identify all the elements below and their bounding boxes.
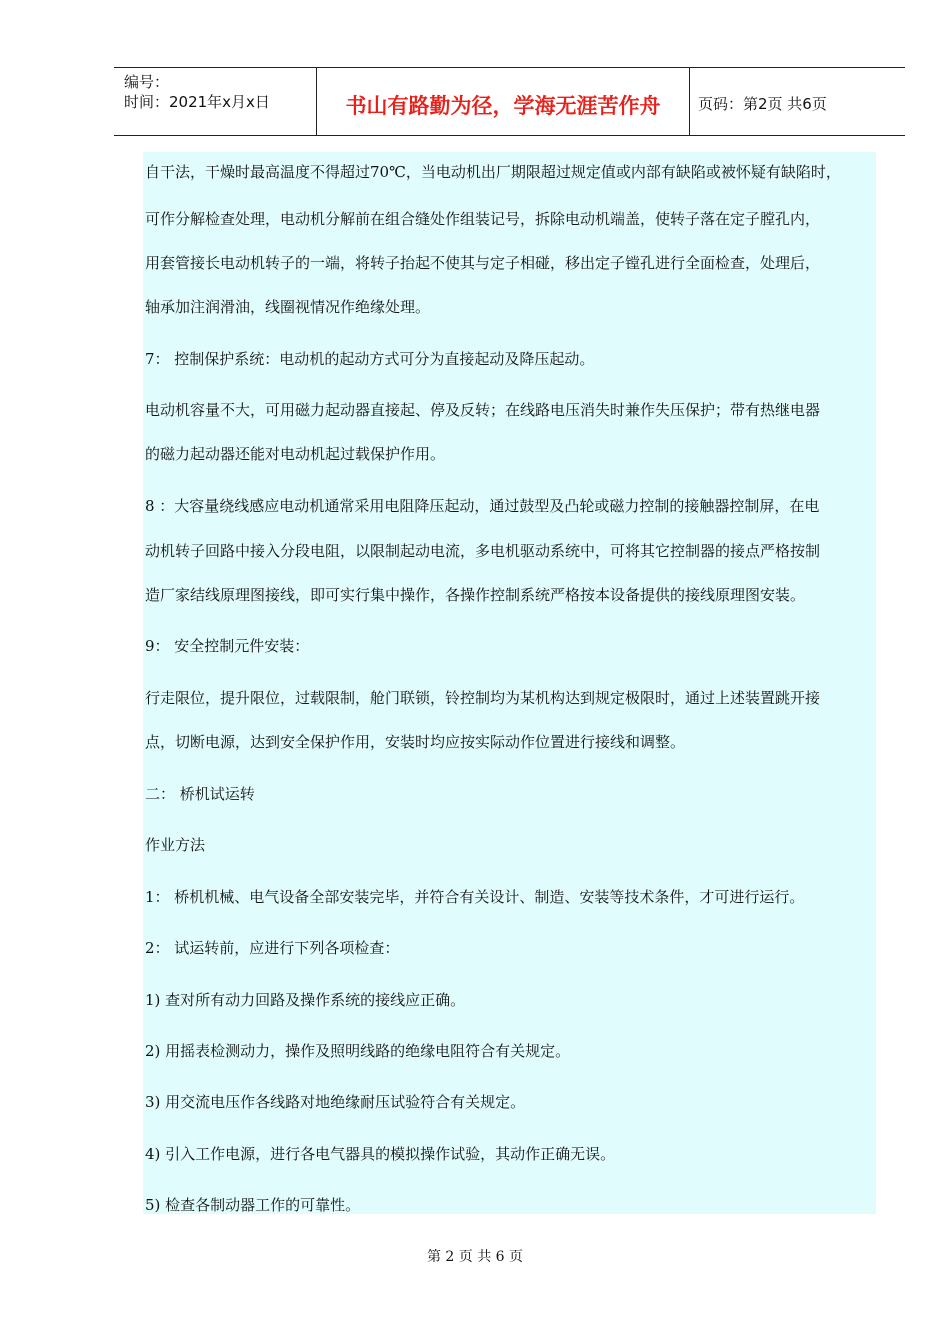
body-line: 动机转子回路中接入分段电阻，以限制起动电流，多电机驱动系统中，可将其它控制器的接点严格按制: [145, 542, 821, 560]
page-header: [114, 67, 905, 136]
footer-page-number: 第 2 页 共 6 页: [426, 1249, 524, 1265]
body-line: 点，切断电源，达到安全保护作用，安装时均应按实际动作位置进行接线和调整。: [145, 733, 686, 751]
list-item: 3) 用交流电压作各线路对地绝缘耐压试验符合有关规定。: [145, 1093, 526, 1111]
header-page-info: 页码：第2页 共6页: [698, 95, 827, 113]
document-body: [143, 152, 876, 1214]
body-line: 2： 试运转前，应进行下列各项检查：: [145, 939, 400, 957]
header-motto-cell: [316, 68, 690, 135]
header-motto: 书山有路勤为径，学海无涯苦作舟: [345, 94, 661, 118]
list-item: 4) 引入工作电源，进行各电气器具的模拟操作试验，其动作正确无误。: [145, 1145, 616, 1163]
body-line: 7： 控制保护系统：电动机的起动方式可分为直接起动及降压起动。: [145, 350, 595, 368]
body-line: 轴承加注润滑油，线圈视情况作绝缘处理。: [145, 298, 431, 316]
body-line: 9： 安全控制元件安装：: [145, 637, 310, 655]
document-number-label: 编号：: [124, 73, 170, 91]
list-item: 5) 检查各制动器工作的可靠性。: [145, 1196, 361, 1214]
body-line: 自干法，干燥时最高温度不得超过70℃，当电动机出厂期限超过规定值或内部有缺陷或被怀疑有缺陷时，: [145, 163, 841, 181]
document-time-label: 时间：2021年x月x日: [124, 93, 270, 111]
list-item: 1) 查对所有动力回路及操作系统的接线应正确。: [145, 991, 466, 1009]
section-heading: 二： 桥机试运转: [145, 785, 255, 803]
subsection-heading: 作业方法: [145, 836, 206, 854]
body-line: 行走限位，提升限位，过载限制，舱门联锁，铃控制均为某机构达到规定极限时，通过上述装置跳开接: [145, 689, 821, 707]
body-line: 1： 桥机机械、电气设备全部安装完毕，并符合有关设计、制造、安装等技术条件，才可进行运行。: [145, 888, 805, 906]
list-item: 2) 用摇表检测动力，操作及照明线路的绝缘电阻符合有关规定。: [145, 1042, 571, 1060]
body-line: 造厂家结线原理图接线，即可实行集中操作，各操作控制系统严格按本设备提供的接线原理图安装。: [145, 586, 806, 604]
body-line: 用套管接长电动机转子的一端，将转子抬起不使其与定子相碰，移出定子镗孔进行全面检查，处理后，: [145, 254, 821, 272]
body-line: 8 ：大容量绕线感应电动机通常采用电阻降压起动，通过鼓型及凸轮或磁力控制的接触器控制屏，在电: [145, 497, 820, 515]
header-meta-cell: [114, 68, 316, 135]
body-line: 的磁力起动器还能对电动机起过载保护作用。: [145, 445, 446, 463]
header-page-cell: [690, 68, 905, 135]
body-line: 电动机容量不大，可用磁力起动器直接起、停及反转；在线路电压消失时兼作失压保护；带有热继电器: [145, 401, 821, 419]
page-footer: [0, 1246, 950, 1266]
body-line: 可作分解检查处理，电动机分解前在组合缝处作组装记号，拆除电动机端盖，使转子落在定子膛孔内，: [145, 210, 821, 228]
